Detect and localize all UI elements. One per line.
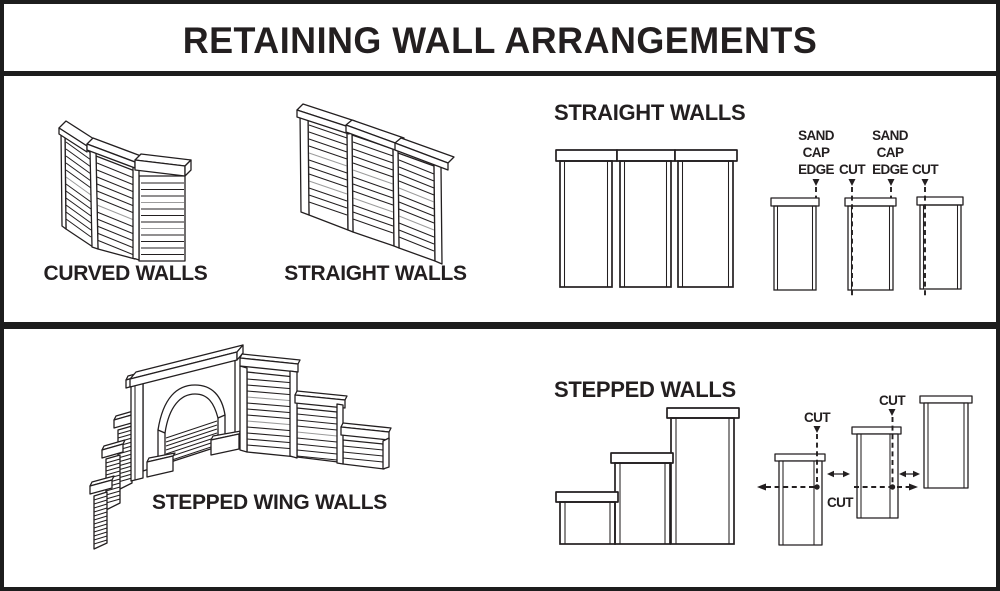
stepped-cut-diagram	[753, 391, 988, 559]
edge-label-line: EDGE	[872, 162, 908, 177]
left-arrow-icon	[757, 484, 766, 491]
step-panel-small	[556, 492, 618, 544]
right-arrow-icon	[909, 484, 918, 491]
down-arrow-icon	[888, 179, 895, 186]
diagram-panel-1	[556, 150, 617, 287]
straight-panel-3	[398, 153, 435, 261]
cut-panel-c	[920, 396, 972, 488]
curved-walls-label: CURVED WALLS	[43, 262, 208, 285]
guide-panel-3	[917, 197, 963, 289]
right-arrow-icon	[843, 471, 850, 478]
cut-panel-a	[775, 454, 825, 545]
down-arrow-icon	[922, 179, 929, 186]
cut-label: CUT	[804, 410, 830, 425]
cut-panel-b	[852, 427, 901, 518]
diagram-panel-2	[617, 150, 675, 287]
page-title: RETAINING WALL ARRANGEMENTS	[182, 20, 818, 61]
spacing-arrow-b-c	[899, 471, 920, 478]
cut-label: CUT	[912, 162, 938, 177]
step-panel-mid	[611, 453, 673, 544]
title-divider	[0, 71, 1000, 76]
spacing-arrow-a-b	[827, 471, 850, 478]
stepped-wing-walls-illustration	[85, 338, 397, 553]
sand-cap-edge-callout-2	[872, 128, 909, 198]
edge-label-line: EDGE	[798, 162, 834, 177]
tunnel-portal	[126, 345, 243, 481]
cut-guide-diagram	[758, 116, 990, 308]
edge-label-line: CAP	[876, 145, 904, 160]
cut-callout-1	[839, 162, 866, 298]
left-arrow-icon	[827, 471, 834, 478]
down-arrow-icon	[849, 179, 856, 186]
post	[290, 371, 297, 458]
down-arrow-icon	[813, 179, 820, 186]
right-wing-low-section	[337, 404, 391, 469]
right-post	[434, 164, 442, 264]
edge-label-line: SAND	[872, 128, 908, 143]
joint-post-2	[393, 147, 399, 248]
curved-panel-2	[96, 156, 135, 259]
left-wing-step-3	[90, 476, 114, 549]
sand-cap-edge-callout-1	[798, 128, 835, 198]
stepped-walls-diagram-heading: STEPPED WALLS	[554, 377, 736, 402]
post	[240, 366, 247, 452]
cut-label: CUT	[827, 495, 853, 510]
left-post	[300, 111, 309, 215]
straight-walls-diagram-heading: STRAIGHT WALLS	[554, 100, 746, 125]
down-arrow-icon	[814, 426, 821, 433]
joint-post-1	[347, 129, 353, 232]
cut-label: CUT	[879, 393, 905, 408]
joint-post-1	[90, 150, 98, 249]
straight-panel-1	[308, 118, 348, 230]
end-face	[383, 438, 389, 469]
edge-label-line: SAND	[798, 128, 834, 143]
stepped-wing-walls-label: STEPPED WING WALLS	[152, 491, 387, 514]
straight-panel-2	[352, 135, 394, 246]
right-arrow-icon	[913, 471, 920, 478]
curved-walls-illustration	[38, 108, 208, 270]
straight-walls-illustration	[288, 100, 458, 270]
stepped-walls-diagram	[550, 403, 750, 551]
diagram-panel-3	[675, 150, 737, 287]
edge-label-line: CAP	[802, 145, 830, 160]
left-arrow-icon	[899, 471, 906, 478]
straight-walls-diagram	[548, 143, 748, 293]
left-post	[61, 132, 66, 229]
curved-panel-3	[139, 176, 185, 261]
cut-intersection-dot	[814, 484, 819, 489]
guide-panel-1	[771, 198, 819, 290]
cut-callout-2	[912, 162, 939, 297]
joint-post-2	[133, 167, 139, 260]
section-divider	[0, 322, 1000, 329]
cut-label: CUT	[839, 162, 865, 177]
straight-walls-label: STRAIGHT WALLS	[284, 262, 467, 285]
step-panel-tall	[667, 408, 739, 544]
down-arrow-icon	[889, 409, 896, 416]
cut-intersection-dot	[890, 484, 895, 489]
